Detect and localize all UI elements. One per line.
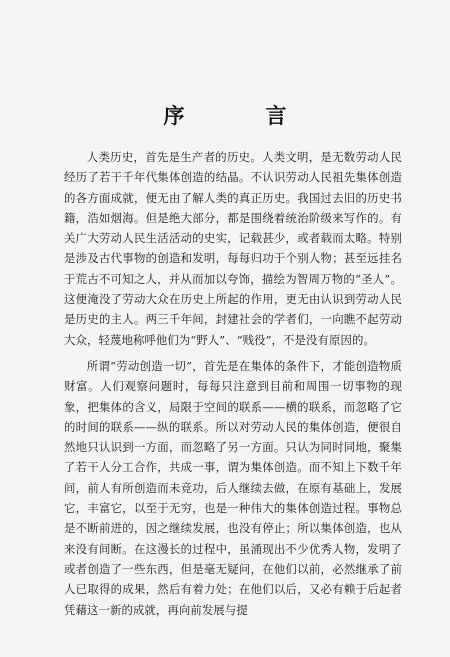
page-title: 序 言 xyxy=(163,103,317,128)
paragraph-1: 人类历史，首先是生产者的历史。人类文明，是无数劳动人民经历了若干千年代集体创造的结晶。不认识劳动人民祖先集体创造的各方面成就，便无由了解人类的真正历史。我国过去旧的历史书籍，浩如烟海。但是绝大部分，都是围绕着统治阶级来写作的。有关广大劳动人民生活活动的史实，记载甚少，或者载而太略。特别是涉及古代事物的创造和发明，每每归功于个别人物；甚至远挂名于荒古不可知之人，并从而加以夸饰，描绘为智周万物的“圣人”。这便淹没了劳动大众在历史上所起的作用，更无由认识到劳动人民是历史的主人。两三千年间，封建社会的学者们，一向瞧不起劳动大众，轻蔑地称呼他们为“野人”、“贱役”，不是没有原因的。 xyxy=(64,150,402,347)
body-text xyxy=(64,147,402,620)
paragraph-2: 所谓“劳动创造一切”，首先是在集体的条件下，才能创造物质财富。人们观察问题时，每每只注意到目前和周围一切事物的现象，把集体的含义，局限于空间的联系——横的联系，而忽略了它的时间的联系——纵的联系。所以对劳动人民的集体创造，便很自然地只认识到一方面，而忽略了另一方面。只认为同时同地，聚集了若干人分工合作，共成一事，谓为集体创造。而不知上下数千年间，前人有所创造而未竞功，后人继续去做，在原有基础上，发展它，丰富它，以至于无穷，也是一种伟大的集体创造过程。事物总是不断前进的，因之继续发展，也没有停止；所以集体创造，也从来没有间断。在这漫长的过程中，虽涌现出不少优秀人物，发明了或者创造了一些东西，但是毫无疑问，在他们以前，必然继承了前人已取得的成果，然后有着力处；在他们以后，又必有赖于后起者凭藉这一新的成就，再向前发展与提 xyxy=(64,358,402,617)
